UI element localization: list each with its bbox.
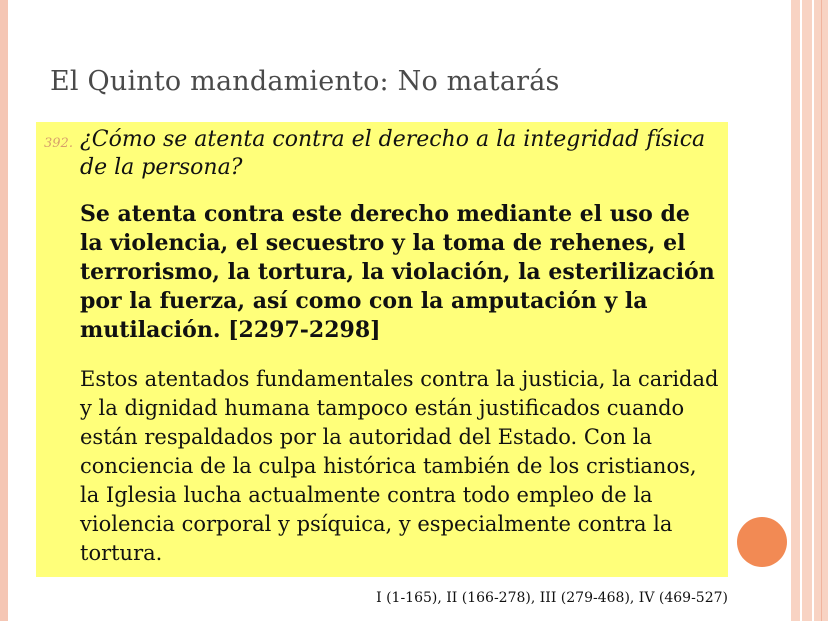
right-rail-stripe: [800, 0, 802, 621]
left-border: [0, 0, 8, 621]
decorative-circle-icon: [737, 517, 787, 567]
footer-reference: I (1-165), II (166-278), III (279-468), IV (469-527): [376, 590, 728, 606]
question-number: 392.: [44, 136, 73, 151]
slide-title: El Quinto mandamiento: No matarás: [50, 66, 560, 97]
right-decorative-rail: [791, 0, 828, 621]
answer-body-text: Estos atentados fundamentales contra la justicia, la caridad y la dignidad humana tampoco están justificados cuando están respaldados por la autoridad del Estado. Con la conciencia de la culpa histórica también de los cristianos, la Iglesia lucha actualmente contra todo empleo de la violencia corporal y psíquica, y especialmente contra la tortura.: [80, 367, 719, 565]
right-rail-stripe: [821, 0, 822, 621]
right-rail-stripe: [812, 0, 814, 621]
answer-bold-text: Se atenta contra este derecho mediante el uso de la violencia, el secuestro y la toma de rehenes, el terrorismo, la tortura, la violación, la esterilización por la fuerza, así como con la amputación y la mutilación. [2297-2298]: [80, 201, 715, 343]
question-text: ¿Cómo se atenta contra el derecho a la integridad física de la persona?: [80, 127, 706, 180]
